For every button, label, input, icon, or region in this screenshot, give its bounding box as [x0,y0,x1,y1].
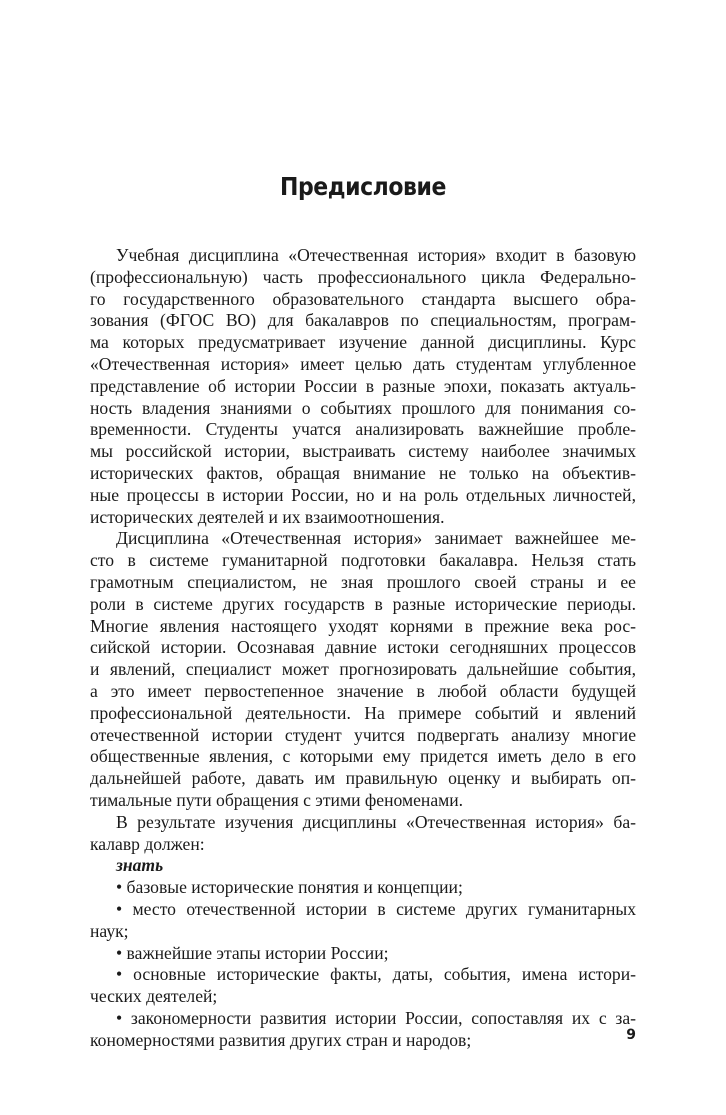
text-line: и явлений, специалист может прогнозировать дальнейшие события, [90,659,636,680]
text-line: кономерностями развития других стран и народов; [90,1029,472,1050]
list-item: • важнейшие этапы истории России; [116,942,389,963]
text-line: Учебная дисциплина «Отечественная история» входит в базовую [116,245,636,265]
text-line: дальнейшей работе, давать им правильную оценку и выбирать оп- [90,768,636,789]
text-line: В результате изучения дисциплины «Отечественная история» ба- [116,811,636,832]
text-line: тимальные пути обращения с этими феноменами. [90,789,464,810]
text-line [90,855,636,877]
text-line: исторических деятелей и их взаимоотношения. [90,506,445,527]
list-item: • основные исторические факты, даты, события, имена истори- [116,964,636,985]
text-line: ческих деятелей; [90,986,218,1007]
text-line: (профессиональную) часть профессионального цикла Федерально- [90,266,636,287]
text-line: Многие явления настоящего уходят корнями в прежние века рос- [90,615,636,636]
text-line: исторических фактов, обращая внимание не только на объектив- [90,462,636,483]
body-text [90,245,636,1051]
text-line: грамотным специалистом, не зная прошлого своей страны и ее [90,571,636,592]
text-line: наук; [90,920,129,941]
text-line: ность владения знаниями о событиях прошлого для понимания со- [90,397,636,418]
list-item: • базовые исторические понятия и концепции; [116,877,463,898]
text-line: ма которых предусматривает изучение данной дисциплины. Курс [90,332,636,353]
text-line: «Отечественная история» имеет целью дать студентам углубленное [90,353,636,374]
text-line: временности. Студенты учатся анализировать важнейшие пробле- [90,419,636,440]
text-line: сто в системе гуманитарной подготовки бакалавра. Нельзя стать [90,550,636,571]
page-number: 9 [626,1027,636,1043]
text-line: отечественной истории студент учится подвергать анализу многие [90,724,636,745]
text-line: калавр должен: [90,833,205,854]
text-line: сийской истории. Осознавая давние истоки сегодняшних процессов [90,637,636,658]
text-line: профессиональной деятельности. На примере событий и явлений [90,702,636,723]
text-line: роли в системе других государств в разные исторические периоды. [90,593,636,614]
text-line: общественные явления, с которыми ему придется иметь дело в его [90,746,636,767]
text-line: а это имеет первостепенное значение в любой области будущей [90,680,636,701]
term-know: знать [116,855,164,876]
text-line: зования (ФГОС ВО) для бакалавров по специальностям, програм- [90,310,636,331]
text-line: Дисциплина «Отечественная история» занимает важнейшее ме- [116,528,636,549]
text-line: го государственного образовательного стандарта высшего обра- [90,288,636,309]
text-line: мы российской истории, выстраивать систему наиболее значимых [90,441,636,462]
text-line: представление об истории России в разные эпохи, показать актуаль- [90,375,636,396]
list-item: • место отечественной истории в системе других гуманитарных [116,898,636,919]
page-title: Предисловие [280,172,446,201]
text-line: ные процессы в истории России, но и на роль отдельных личностей, [90,484,636,505]
list-item: • закономерности развития истории России, сопоставляя их с за- [116,1007,636,1028]
